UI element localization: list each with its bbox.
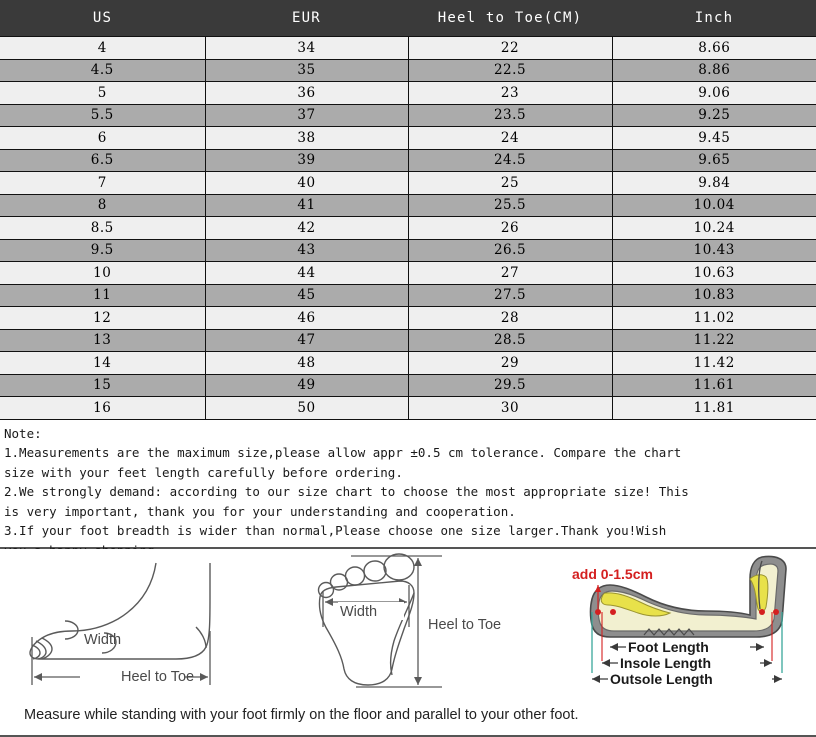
note-line-2: size with your feet length carefully before ordering.	[4, 464, 403, 480]
table-row	[0, 217, 816, 240]
cell-heel-to-toe: 27	[408, 262, 612, 285]
table-row	[0, 329, 816, 352]
cell-heel-to-toe: 25	[408, 172, 612, 195]
cell-heel-to-toe: 26.5	[408, 239, 612, 262]
cell-eur: 35	[205, 59, 408, 82]
cell-eur: 42	[205, 217, 408, 240]
cell-us: 6.5	[0, 149, 205, 172]
cell-eur: 40	[205, 172, 408, 195]
cell-eur: 50	[205, 397, 408, 420]
heel-to-toe-label-sole: Heel to Toe	[428, 616, 502, 633]
cell-us: 5	[0, 82, 205, 105]
cell-us: 7	[0, 172, 205, 195]
cell-eur: 36	[205, 82, 408, 105]
heel-to-toe-label-side: Heel to Toe	[121, 668, 195, 685]
cell-heel-to-toe: 29.5	[408, 374, 612, 397]
cell-heel-to-toe: 27.5	[408, 284, 612, 307]
insole-length-label: Insole Length	[620, 654, 711, 671]
column-header-heel-to-toe: Heel to Toe(CM)	[437, 10, 583, 26]
cell-heel-to-toe: 24.5	[408, 149, 612, 172]
arrow-left-icon	[610, 643, 618, 651]
cell-heel-to-toe: 24	[408, 127, 612, 150]
table-row	[0, 374, 816, 397]
cell-heel-to-toe: 29	[408, 352, 612, 375]
add-length-label: add 0-1.5cm	[572, 565, 653, 582]
table-row	[0, 104, 816, 127]
cell-heel-to-toe: 23	[408, 82, 612, 105]
cell-inch: 9.25	[612, 104, 816, 127]
cell-us: 8	[0, 194, 205, 217]
note-line-5: 3.If your foot breadth is wider than normal,Please choose one size larger.Thank you!Wish	[4, 523, 667, 539]
cell-inch: 11.42	[612, 352, 816, 375]
cell-eur: 43	[205, 239, 408, 262]
cell-heel-to-toe: 28.5	[408, 329, 612, 352]
cell-us: 16	[0, 397, 205, 420]
cell-inch: 11.81	[612, 397, 816, 420]
table-row	[0, 149, 816, 172]
cell-heel-to-toe: 22.5	[408, 59, 612, 82]
arrow-left-icon	[34, 673, 42, 681]
table-row	[0, 307, 816, 330]
cell-inch: 8.86	[612, 59, 816, 82]
arrow-right-icon	[756, 643, 764, 651]
cell-us: 6	[0, 127, 205, 150]
cell-inch: 10.43	[612, 239, 816, 262]
cell-eur: 41	[205, 194, 408, 217]
column-header-eur: EUR	[292, 10, 321, 26]
table-row	[0, 397, 816, 420]
width-label-side: Width	[84, 631, 122, 648]
column-header-us: US	[92, 10, 113, 26]
cell-eur: 38	[205, 127, 408, 150]
foot-side-view-diagram	[6, 549, 284, 696]
note-line-1: 1.Measurements are the maximum size,please allow appr ±0.5 cm tolerance. Compare the chart	[4, 445, 682, 461]
cell-us: 4	[0, 37, 205, 60]
cell-us: 4.5	[0, 59, 205, 82]
cell-eur: 45	[205, 284, 408, 307]
table-row	[0, 239, 816, 262]
cell-us: 14	[0, 352, 205, 375]
cell-eur: 48	[205, 352, 408, 375]
cell-heel-to-toe: 28	[408, 307, 612, 330]
cell-inch: 10.63	[612, 262, 816, 285]
cell-eur: 37	[205, 104, 408, 127]
table-row	[0, 172, 816, 195]
cell-us: 9.5	[0, 239, 205, 262]
arrow-right-icon	[774, 675, 782, 683]
table-row	[0, 284, 816, 307]
cell-eur: 34	[205, 37, 408, 60]
cell-inch: 10.04	[612, 194, 816, 217]
cell-inch: 8.66	[612, 37, 816, 60]
cell-heel-to-toe: 30	[408, 397, 612, 420]
table-row	[0, 59, 816, 82]
cell-us: 10	[0, 262, 205, 285]
table-body	[0, 37, 816, 420]
cell-inch: 11.61	[612, 374, 816, 397]
cell-inch: 10.24	[612, 217, 816, 240]
width-label-sole: Width	[340, 603, 378, 620]
cell-eur: 46	[205, 307, 408, 330]
table-row	[0, 352, 816, 375]
arrow-left-icon	[325, 598, 333, 606]
note-title: Note:	[4, 425, 42, 441]
measure-caption-text: Measure while standing with your foot firmly on the floor and parallel to your other foot.	[24, 707, 579, 723]
shoe-cross-section-diagram	[566, 549, 812, 696]
measure-caption-bar	[0, 696, 816, 737]
arrow-left-icon	[602, 659, 610, 667]
cell-us: 8.5	[0, 217, 205, 240]
cell-heel-to-toe: 22	[408, 37, 612, 60]
table-header-row	[0, 0, 816, 37]
arrow-left-icon	[592, 675, 600, 683]
cell-us: 12	[0, 307, 205, 330]
cell-inch: 9.84	[612, 172, 816, 195]
note-line-4: is very important, thank you for your understanding and cooperation.	[4, 503, 516, 519]
outsole-length-label: Outsole Length	[610, 670, 713, 687]
cell-us: 11	[0, 284, 205, 307]
cell-eur: 49	[205, 374, 408, 397]
table-row	[0, 127, 816, 150]
table-row	[0, 194, 816, 217]
cell-inch: 9.65	[612, 149, 816, 172]
arrow-up-icon	[414, 558, 422, 566]
note-block	[0, 420, 816, 549]
cell-inch: 9.45	[612, 127, 816, 150]
cell-inch: 10.83	[612, 284, 816, 307]
column-header-inch: Inch	[694, 10, 734, 26]
table-row	[0, 82, 816, 105]
arrow-right-icon	[200, 673, 208, 681]
cell-eur: 44	[205, 262, 408, 285]
cell-eur: 39	[205, 149, 408, 172]
table-header	[0, 0, 816, 37]
cell-heel-to-toe: 23.5	[408, 104, 612, 127]
note-line-3: 2.We strongly demand: according to our size chart to choose the most appropriate size! This	[4, 484, 689, 500]
cell-us: 13	[0, 329, 205, 352]
cell-inch: 11.02	[612, 307, 816, 330]
table-row	[0, 37, 816, 60]
cell-eur: 47	[205, 329, 408, 352]
arrow-right-icon	[764, 659, 772, 667]
cell-us: 5.5	[0, 104, 205, 127]
diagram-row	[0, 549, 816, 696]
cell-inch: 9.06	[612, 82, 816, 105]
cell-us: 15	[0, 374, 205, 397]
table-row	[0, 262, 816, 285]
cell-heel-to-toe: 25.5	[408, 194, 612, 217]
foot-sole-view-diagram	[296, 549, 548, 696]
cell-heel-to-toe: 26	[408, 217, 612, 240]
foot-length-label: Foot Length	[628, 638, 709, 655]
arrow-down-icon	[414, 677, 422, 685]
cell-inch: 11.22	[612, 329, 816, 352]
